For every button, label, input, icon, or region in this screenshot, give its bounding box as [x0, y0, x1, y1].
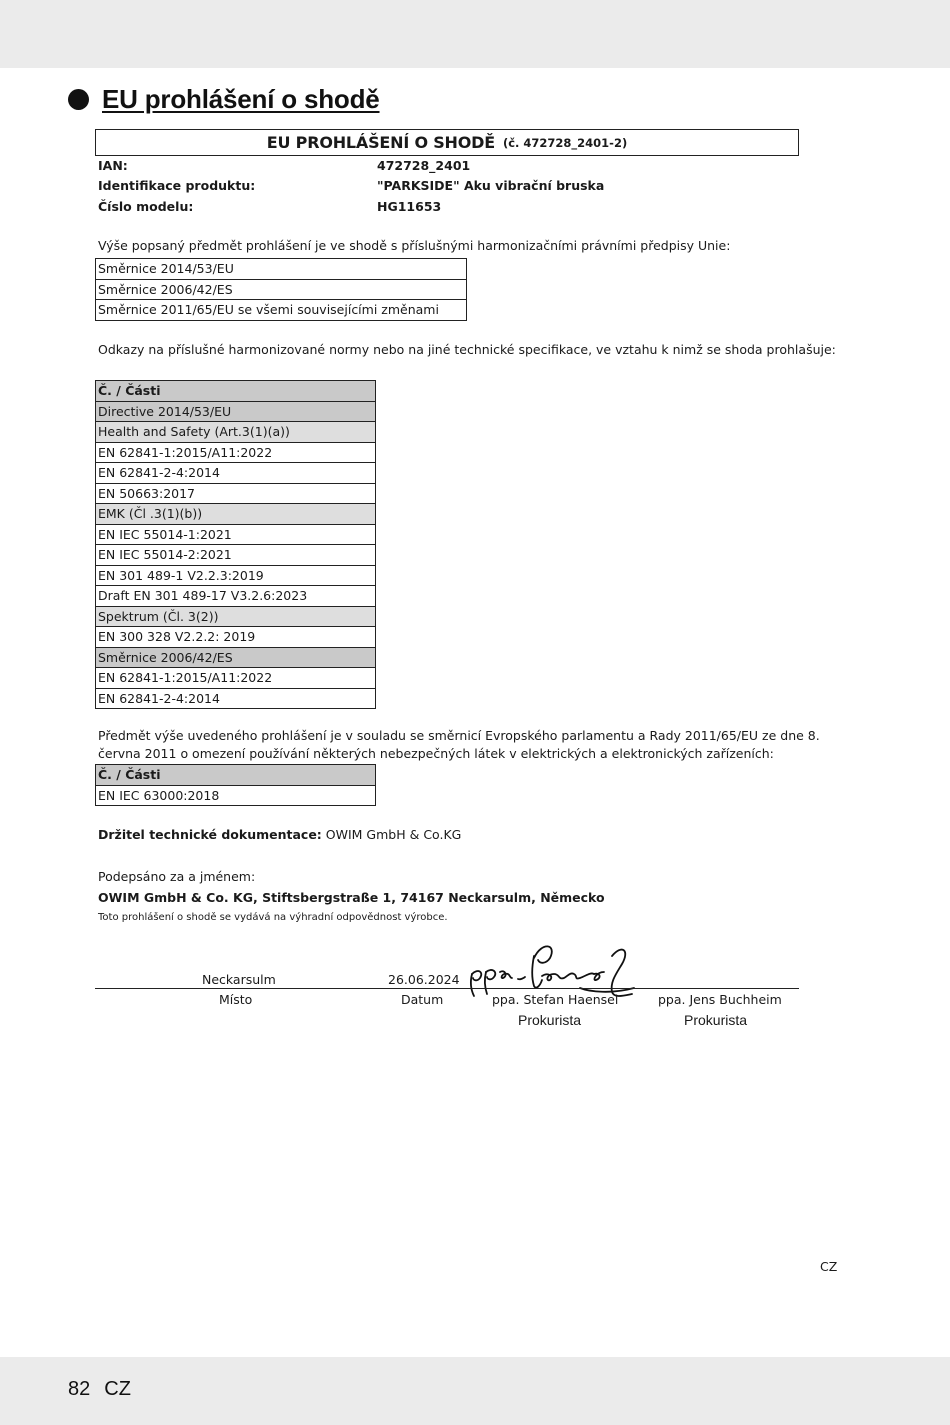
ian-label: IAN:	[98, 158, 128, 173]
country-code: CZ	[820, 1259, 838, 1274]
product-id-label: Identifikace produktu:	[98, 178, 256, 193]
standard-cell: Směrnice 2006/42/ES	[96, 647, 376, 668]
standard-cell: Health and Safety (Art.3(1)(a))	[96, 422, 376, 443]
ian-value: 472728_2401	[377, 158, 471, 173]
date-value: 26.06.2024	[388, 972, 460, 987]
table-row	[96, 504, 376, 525]
declaration-reference: (č. 472728_2401-2)	[502, 135, 628, 150]
model-number-value: HG11653	[377, 199, 442, 214]
directive-cell: Směrnice 2014/53/EU	[96, 259, 467, 280]
documentation-holder	[98, 827, 461, 842]
table-row	[96, 422, 376, 443]
standard-cell: EN IEC 55014-2:2021	[96, 545, 376, 566]
table-row	[96, 688, 376, 709]
standard-cell: Directive 2014/53/EU	[96, 401, 376, 422]
table-header-cell: Č. / Části	[96, 765, 376, 786]
company-address: OWIM GmbH & Co. KG, Stiftsbergstraße 1, 74167 Neckarsulm, Německo	[98, 890, 605, 905]
standard-cell: EN 62841-2-4:2014	[96, 688, 376, 709]
rohs-table	[95, 764, 376, 806]
product-id-value: "PARKSIDE" Aku vibrační bruska	[377, 178, 605, 193]
rohs-intro-line-1: Předmět výše uvedeného prohlášení je v souladu se směrnicí Evropského parlamentu a Rady 2011/65/EU ze dne 8.	[98, 728, 820, 743]
documentation-holder-value: OWIM GmbH & Co.KG	[321, 827, 462, 842]
table-row	[96, 545, 376, 566]
signer-2-name: ppa. Jens Buchheim	[658, 992, 782, 1007]
page-footer	[68, 1378, 145, 1401]
table-header-cell: Č. / Části	[96, 381, 376, 402]
standards-table	[95, 380, 376, 709]
table-row	[96, 300, 467, 321]
table-row	[96, 463, 376, 484]
table-row	[96, 381, 376, 402]
place-label: Místo	[219, 992, 253, 1007]
signer-1-name: ppa. Stefan Haensel	[492, 992, 619, 1007]
table-row	[96, 647, 376, 668]
table-row	[96, 524, 376, 545]
directive-cell: Směrnice 2006/42/ES	[96, 279, 467, 300]
table-row	[96, 627, 376, 648]
signed-for-text: Podepsáno za a jménem:	[98, 869, 256, 884]
standard-cell: Draft EN 301 489-17 V3.2.6:2023	[96, 586, 376, 607]
standard-cell: EN 300 328 V2.2.2: 2019	[96, 627, 376, 648]
standard-cell: EN IEC 63000:2018	[96, 785, 376, 806]
place-value: Neckarsulm	[202, 972, 276, 987]
table-row	[96, 483, 376, 504]
rohs-intro-line-2: června 2011 o omezení používání některých nebezpečných látek v elektrických a elektronických zařízeních:	[98, 746, 774, 761]
responsibility-note: Toto prohlášení o shodě se vydává na výhradní odpovědnost výrobce.	[98, 912, 448, 923]
signer-1-role: Prokurista	[518, 1012, 582, 1028]
standard-cell: EN 62841-1:2015/A11:2022	[96, 442, 376, 463]
standard-cell: EN 62841-2-4:2014	[96, 463, 376, 484]
section-title: EU prohlášení o shodě	[102, 84, 380, 114]
table-row	[96, 279, 467, 300]
table-row	[96, 586, 376, 607]
declaration-header-box	[95, 129, 799, 156]
standard-cell: Spektrum (Čl. 3(2))	[96, 606, 376, 627]
declaration-title: EU PROHLÁŠENÍ O SHODĚ	[266, 133, 495, 152]
page-number: 82	[68, 1378, 91, 1400]
footer-language: CZ	[104, 1378, 131, 1400]
table-row	[96, 401, 376, 422]
directive-cell: Směrnice 2011/65/EU se všemi souvisejícími změnami	[96, 300, 467, 321]
model-number-label: Číslo modelu:	[98, 199, 194, 214]
standards-intro: Odkazy na příslušné harmonizované normy nebo na jiné technické specifikace, ve vztahu k nimž se shoda prohlašuje:	[98, 342, 836, 357]
table-row	[96, 668, 376, 689]
standard-cell: EN 50663:2017	[96, 483, 376, 504]
legislation-intro: Výše popsaný předmět prohlášení je ve shodě s příslušnými harmonizačními právními předpisy Unie:	[98, 238, 731, 253]
standard-cell: EN IEC 55014-1:2021	[96, 524, 376, 545]
standard-cell: EMK (Čl .3(1)(b))	[96, 504, 376, 525]
date-label: Datum	[401, 992, 444, 1007]
table-row	[96, 259, 467, 280]
table-row	[96, 565, 376, 586]
standard-cell: EN 62841-1:2015/A11:2022	[96, 668, 376, 689]
table-row	[96, 765, 376, 786]
signature-line	[95, 988, 799, 989]
directives-table	[95, 258, 467, 321]
standard-cell: EN 301 489-1 V2.2.3:2019	[96, 565, 376, 586]
table-row	[96, 442, 376, 463]
documentation-holder-label: Držitel technické dokumentace:	[98, 827, 322, 842]
table-row	[96, 606, 376, 627]
table-row	[96, 785, 376, 806]
signer-2-role: Prokurista	[684, 1012, 748, 1028]
